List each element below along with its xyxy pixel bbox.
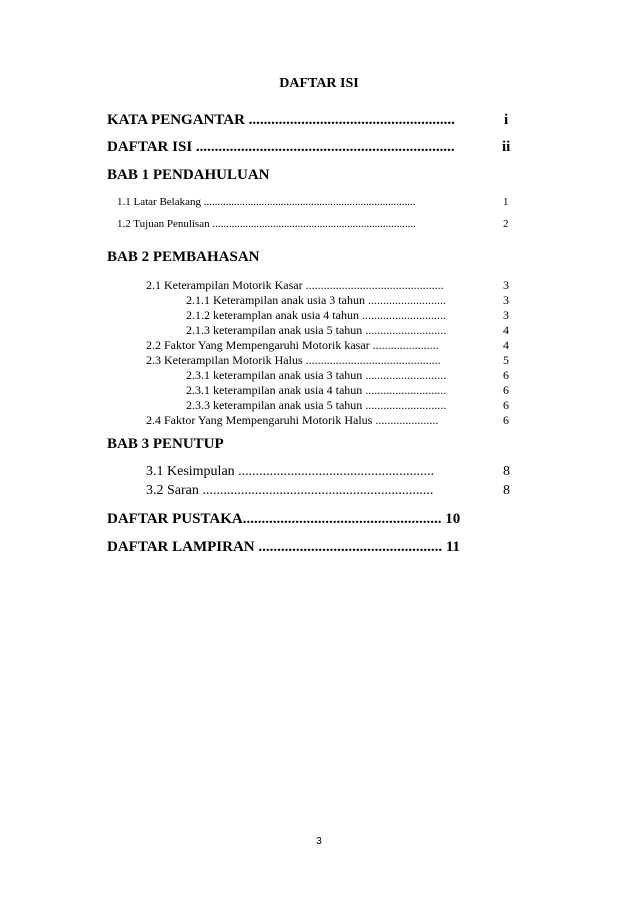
toc-entry-page: 3 bbox=[503, 278, 509, 292]
toc-entry-text: 2.3 Keterampilan Motorik Halus ............................................. bbox=[146, 353, 441, 367]
toc-entry-page: 1 bbox=[503, 196, 509, 208]
toc-entry-text: 1.2 Tujuan Penulisan .......................................................................... bbox=[117, 218, 416, 230]
toc-entry-page: 5 bbox=[503, 353, 509, 367]
toc-entry-text: 1.1 Latar Belakang ............................................................................. bbox=[117, 196, 416, 208]
toc-entry-page: 6 bbox=[503, 383, 509, 397]
toc-entry-text: 2.4 Faktor Yang Mempengaruhi Motorik Halus ..................... bbox=[146, 413, 439, 427]
toc-entry-text: 2.1.2 keteramplan anak usia 4 tahun ............................ bbox=[186, 308, 446, 322]
toc-entry-page: ii bbox=[502, 139, 511, 155]
toc-entry-page: 3 bbox=[503, 293, 509, 307]
toc-entry-text: 2.3.3 keterampilan anak usia 5 tahun ........................... bbox=[186, 398, 447, 412]
toc-entry-text: 2.1.1 Keterampilan anak usia 3 tahun .......................... bbox=[186, 293, 446, 307]
toc-entry-page: 4 bbox=[503, 323, 509, 337]
toc-entry-text: 2.1.3 keterampilan anak usia 5 tahun ........................... bbox=[186, 323, 447, 337]
toc-chapter-heading: BAB 2 PEMBAHASAN bbox=[107, 249, 260, 265]
toc-entry-text: DAFTAR PUSTAKA..................................................... 10 bbox=[107, 511, 461, 527]
toc-entry-page: 6 bbox=[503, 413, 509, 427]
toc-chapter-heading: BAB 1 PENDAHULUAN bbox=[107, 167, 270, 183]
toc-entry-page: i bbox=[504, 112, 509, 128]
toc-entry-page: 6 bbox=[503, 368, 509, 382]
toc-entry-page: 8 bbox=[503, 483, 510, 498]
toc-title: DAFTAR ISI bbox=[279, 76, 359, 91]
toc-entry-text: KATA PENGANTAR ....................................................... bbox=[107, 112, 455, 128]
toc-entry-text: DAFTAR ISI ..................................................................... bbox=[107, 139, 455, 155]
toc-entry-text: DAFTAR LAMPIRAN ................................................. 11 bbox=[107, 539, 461, 555]
toc-entry-text: 3.2 Saran .................................................................. bbox=[146, 483, 434, 498]
toc-entry-page: 4 bbox=[503, 338, 509, 352]
toc-entry-page: 8 bbox=[503, 464, 510, 479]
toc-entry-page: 2 bbox=[503, 218, 509, 230]
toc-entry-text: 2.3.1 keterampilan anak usia 4 tahun ........................... bbox=[186, 383, 447, 397]
toc-chapter-heading: BAB 3 PENUTUP bbox=[107, 436, 224, 452]
toc-entry-text: 2.3.1 keterampilan anak usia 3 tahun ........................... bbox=[186, 368, 447, 382]
toc-entry-text: 2.1 Keterampilan Motorik Kasar .............................................. bbox=[146, 278, 444, 292]
toc-entry-text: 2.2 Faktor Yang Mempengaruhi Motorik kasar ...................... bbox=[146, 338, 439, 352]
toc-entry-page: 6 bbox=[503, 398, 509, 412]
page-number: 3 bbox=[316, 836, 322, 847]
toc-entry-page: 3 bbox=[503, 308, 509, 322]
toc-entry-text: 3.1 Kesimpulan ........................................................ bbox=[146, 464, 435, 479]
